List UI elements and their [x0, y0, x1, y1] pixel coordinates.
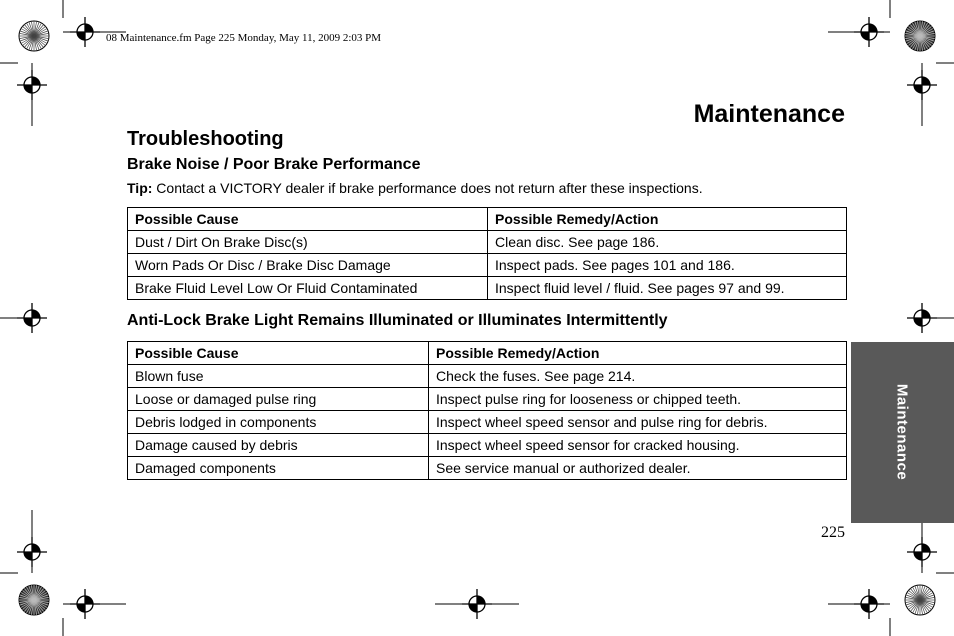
table-row [128, 457, 847, 480]
brake-troubleshooting-table [127, 207, 847, 300]
registration-target-icon [907, 70, 937, 100]
remedy-cell: Check the fuses. See page 214. [429, 365, 847, 388]
abs-section-title: Anti-Lock Brake Light Remains Illuminated or Illuminates Intermittently [127, 312, 668, 329]
chapter-side-tab [851, 342, 954, 523]
column-header-remedy: Possible Remedy/Action [488, 208, 847, 231]
registration-target-icon [70, 17, 100, 47]
cause-cell: Worn Pads Or Disc / Brake Disc Damage [128, 254, 488, 277]
abs-troubleshooting-table [127, 341, 847, 480]
table-row [128, 254, 847, 277]
tip-text: Contact a VICTORY dealer if brake performance does not return after these inspections. [152, 180, 703, 196]
table-row [128, 231, 847, 254]
remedy-cell: Inspect pulse ring for looseness or chipped teeth. [429, 388, 847, 411]
registration-target-icon [907, 537, 937, 567]
cause-cell: Loose or damaged pulse ring [128, 388, 429, 411]
color-calibration-star-icon [905, 21, 935, 51]
page-number: 225 [821, 524, 845, 541]
remedy-cell: See service manual or authorized dealer. [429, 457, 847, 480]
brake-tip [127, 180, 703, 196]
table-header-row [128, 342, 847, 365]
table-row [128, 277, 847, 300]
print-header-file-info: 08 Maintenance.fm Page 225 Monday, May 11, 2009 2:03 PM [106, 32, 382, 44]
column-header-cause: Possible Cause [128, 342, 429, 365]
cause-cell: Damaged components [128, 457, 429, 480]
brake-section-title: Brake Noise / Poor Brake Performance [127, 156, 421, 173]
registration-target-icon [17, 303, 47, 333]
cause-cell: Debris lodged in components [128, 411, 429, 434]
chapter-title: Maintenance [693, 100, 845, 128]
table-row [128, 411, 847, 434]
registration-target-icon [462, 589, 492, 619]
color-calibration-star-icon [19, 21, 49, 51]
cause-cell: Brake Fluid Level Low Or Fluid Contaminated [128, 277, 488, 300]
registration-target-icon [17, 537, 47, 567]
section-title: Troubleshooting [127, 128, 284, 150]
table-row [128, 388, 847, 411]
remedy-cell: Inspect wheel speed sensor for cracked housing. [429, 434, 847, 457]
registration-target-icon [70, 589, 100, 619]
column-header-remedy: Possible Remedy/Action [429, 342, 847, 365]
remedy-cell: Inspect fluid level / fluid. See pages 97 and 99. [488, 277, 847, 300]
remedy-cell: Inspect pads. See pages 101 and 186. [488, 254, 847, 277]
color-calibration-star-icon [905, 585, 935, 615]
table-row [128, 434, 847, 457]
table-row [128, 365, 847, 388]
tip-label: Tip: [127, 180, 153, 196]
registration-target-icon [854, 17, 884, 47]
registration-target-icon [907, 303, 937, 333]
registration-target-icon [854, 589, 884, 619]
registration-target-icon [17, 70, 47, 100]
table-header-row [128, 208, 847, 231]
cause-cell: Dust / Dirt On Brake Disc(s) [128, 231, 488, 254]
cause-cell: Blown fuse [128, 365, 429, 388]
remedy-cell: Inspect wheel speed sensor and pulse ring for debris. [429, 411, 847, 434]
column-header-cause: Possible Cause [128, 208, 488, 231]
side-tab-label: Maintenance [893, 383, 911, 481]
color-calibration-star-icon [19, 585, 49, 615]
cause-cell: Damage caused by debris [128, 434, 429, 457]
remedy-cell: Clean disc. See page 186. [488, 231, 847, 254]
